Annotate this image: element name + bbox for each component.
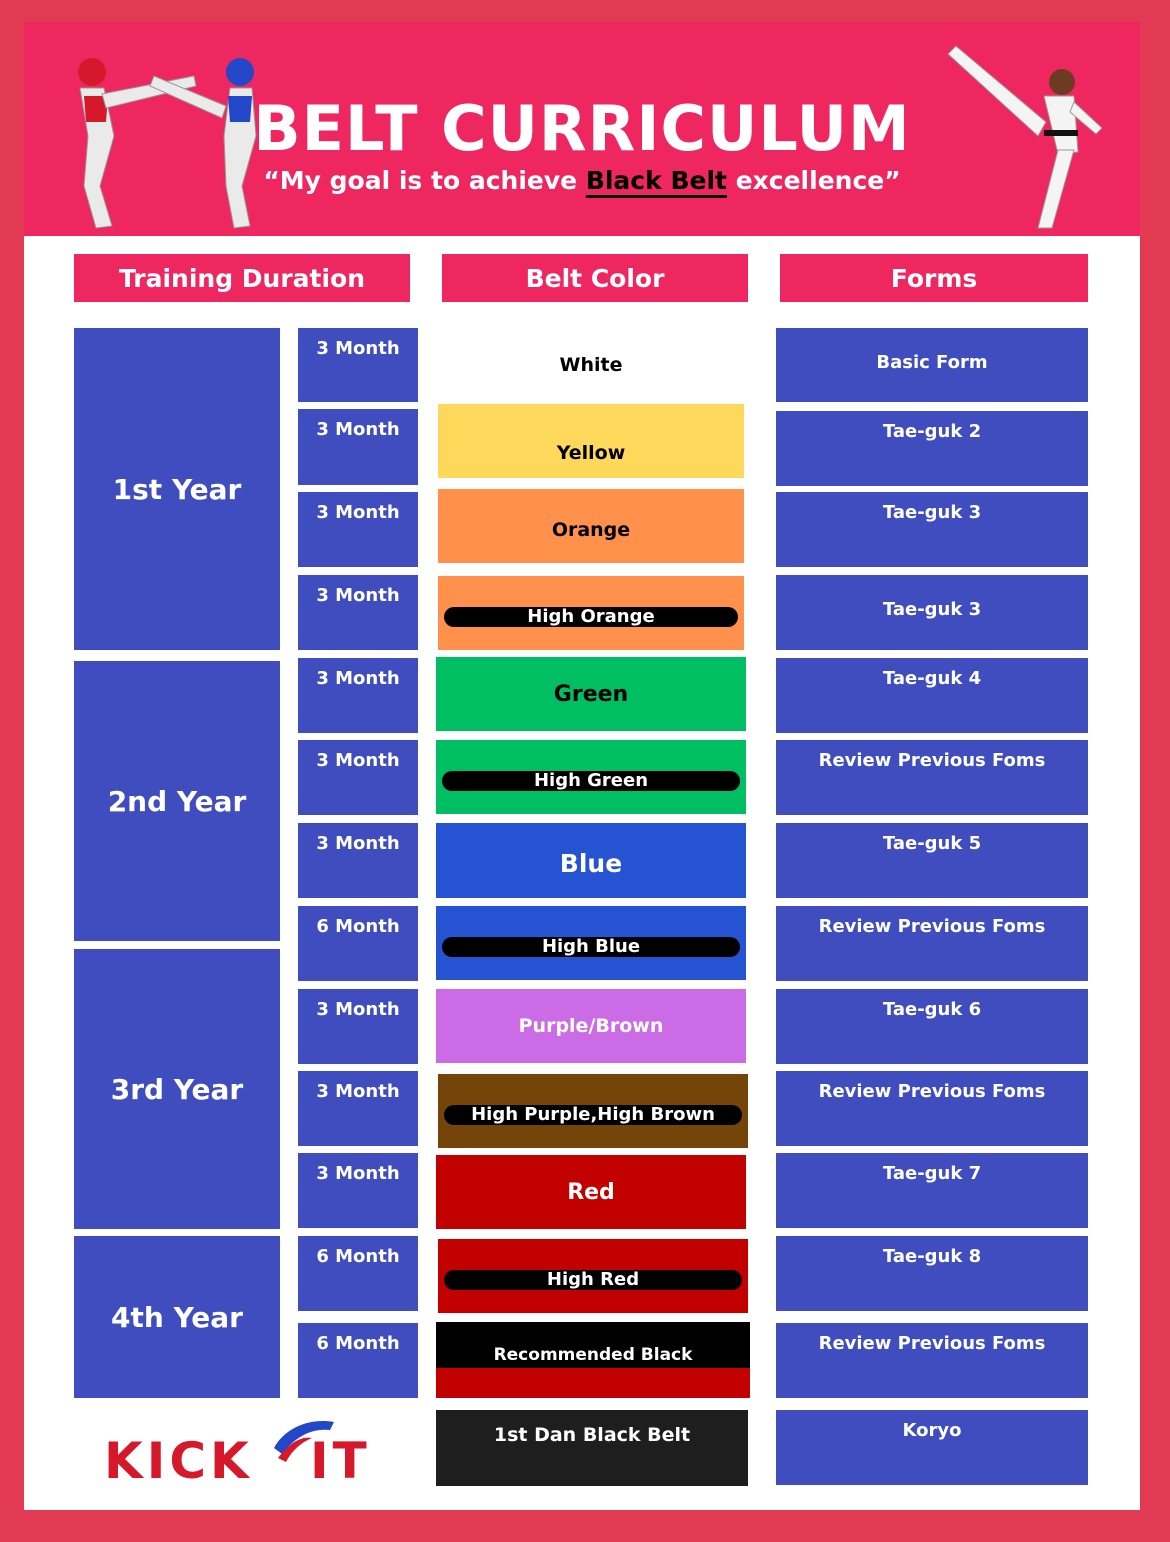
subtitle-highlight: Black Belt — [585, 166, 727, 195]
form-cell: Tae-guk 3 — [776, 492, 1088, 567]
belt-cell-green — [436, 657, 746, 731]
belt-label: Blue — [559, 849, 623, 878]
form-cell: Tae-guk 5 — [776, 823, 1088, 898]
belt-cell-yellow — [438, 404, 744, 478]
belt-label: Green — [553, 681, 629, 707]
form-cell: Review Previous Foms — [776, 906, 1088, 981]
belt-cell-blue — [436, 823, 746, 898]
month-cell: 3 Month — [298, 492, 418, 567]
subtitle-prefix: “My goal is to achieve — [263, 166, 586, 195]
column-header-belt: Belt Color — [442, 254, 748, 302]
belt-cell-high-purple-brown — [438, 1074, 748, 1148]
belt-cell-high-orange — [438, 576, 744, 650]
year-block-3: 3rd Year — [74, 949, 280, 1229]
month-cell: 3 Month — [298, 823, 418, 898]
belt-stripe: High Blue — [442, 937, 740, 957]
form-cell: Tae-guk 4 — [776, 658, 1088, 733]
belt-label: 1st Dan Black Belt — [493, 1424, 691, 1446]
month-cell: 3 Month — [298, 1071, 418, 1146]
logo-text-kick: KICK — [104, 1432, 253, 1490]
logo-text-it: IT — [310, 1432, 371, 1490]
month-cell: 6 Month — [298, 1323, 418, 1398]
belt-label: Recommended Black — [493, 1345, 693, 1365]
belt-label: Orange — [551, 519, 631, 541]
belt-cell-purple-brown — [436, 989, 746, 1063]
year-block-2: 2nd Year — [74, 661, 280, 941]
month-cell: 3 Month — [298, 409, 418, 485]
month-cell: 3 Month — [298, 575, 418, 650]
belt-cell-white — [438, 328, 744, 402]
month-cell: 3 Month — [298, 989, 418, 1064]
form-cell: Review Previous Foms — [776, 740, 1088, 815]
page-frame — [24, 22, 1140, 1510]
month-cell: 3 Month — [298, 740, 418, 815]
black-band — [436, 1322, 750, 1368]
form-cell: Tae-guk 3 — [776, 575, 1088, 650]
belt-cell-high-red — [438, 1239, 748, 1313]
belt-cell-black-belt — [436, 1410, 748, 1486]
form-cell: Review Previous Foms — [776, 1323, 1088, 1398]
month-cell: 3 Month — [298, 328, 418, 402]
belt-label: Yellow — [556, 442, 626, 464]
month-cell: 3 Month — [298, 1153, 418, 1228]
page-subtitle — [24, 166, 1140, 196]
belt-cell-high-green — [436, 740, 746, 814]
belt-label: White — [559, 354, 623, 376]
form-cell: Tae-guk 8 — [776, 1236, 1088, 1311]
form-cell: Tae-guk 6 — [776, 989, 1088, 1064]
column-header-forms: Forms — [780, 254, 1088, 302]
month-cell: 6 Month — [298, 1236, 418, 1311]
belt-label: Red — [567, 1179, 615, 1205]
form-cell: Koryo — [776, 1410, 1088, 1485]
year-block-1: 1st Year — [74, 328, 280, 650]
belt-stripe: High Red — [444, 1270, 742, 1290]
form-cell: Tae-guk 2 — [776, 411, 1088, 486]
belt-cell-recommended-black — [436, 1322, 750, 1398]
subtitle-suffix: excellence” — [727, 166, 901, 195]
belt-cell-orange — [438, 489, 744, 563]
page-title: BELT CURRICULUM — [253, 92, 911, 165]
month-cell: 3 Month — [298, 658, 418, 733]
kickit-logo — [104, 1418, 394, 1492]
header-banner — [24, 22, 1140, 236]
belt-label: Purple/Brown — [518, 1015, 664, 1037]
belt-stripe: High Green — [442, 771, 740, 791]
year-block-4: 4th Year — [74, 1236, 280, 1398]
form-cell: Review Previous Foms — [776, 1071, 1088, 1146]
belt-stripe: High Orange — [444, 607, 738, 627]
belt-stripe: High Purple,High Brown — [444, 1105, 742, 1125]
form-cell: Tae-guk 7 — [776, 1153, 1088, 1228]
form-cell: Basic Form — [776, 328, 1088, 402]
month-cell: 6 Month — [298, 906, 418, 981]
belt-cell-red — [436, 1155, 746, 1229]
column-header-duration: Training Duration — [74, 254, 410, 302]
belt-cell-high-blue — [436, 906, 746, 980]
